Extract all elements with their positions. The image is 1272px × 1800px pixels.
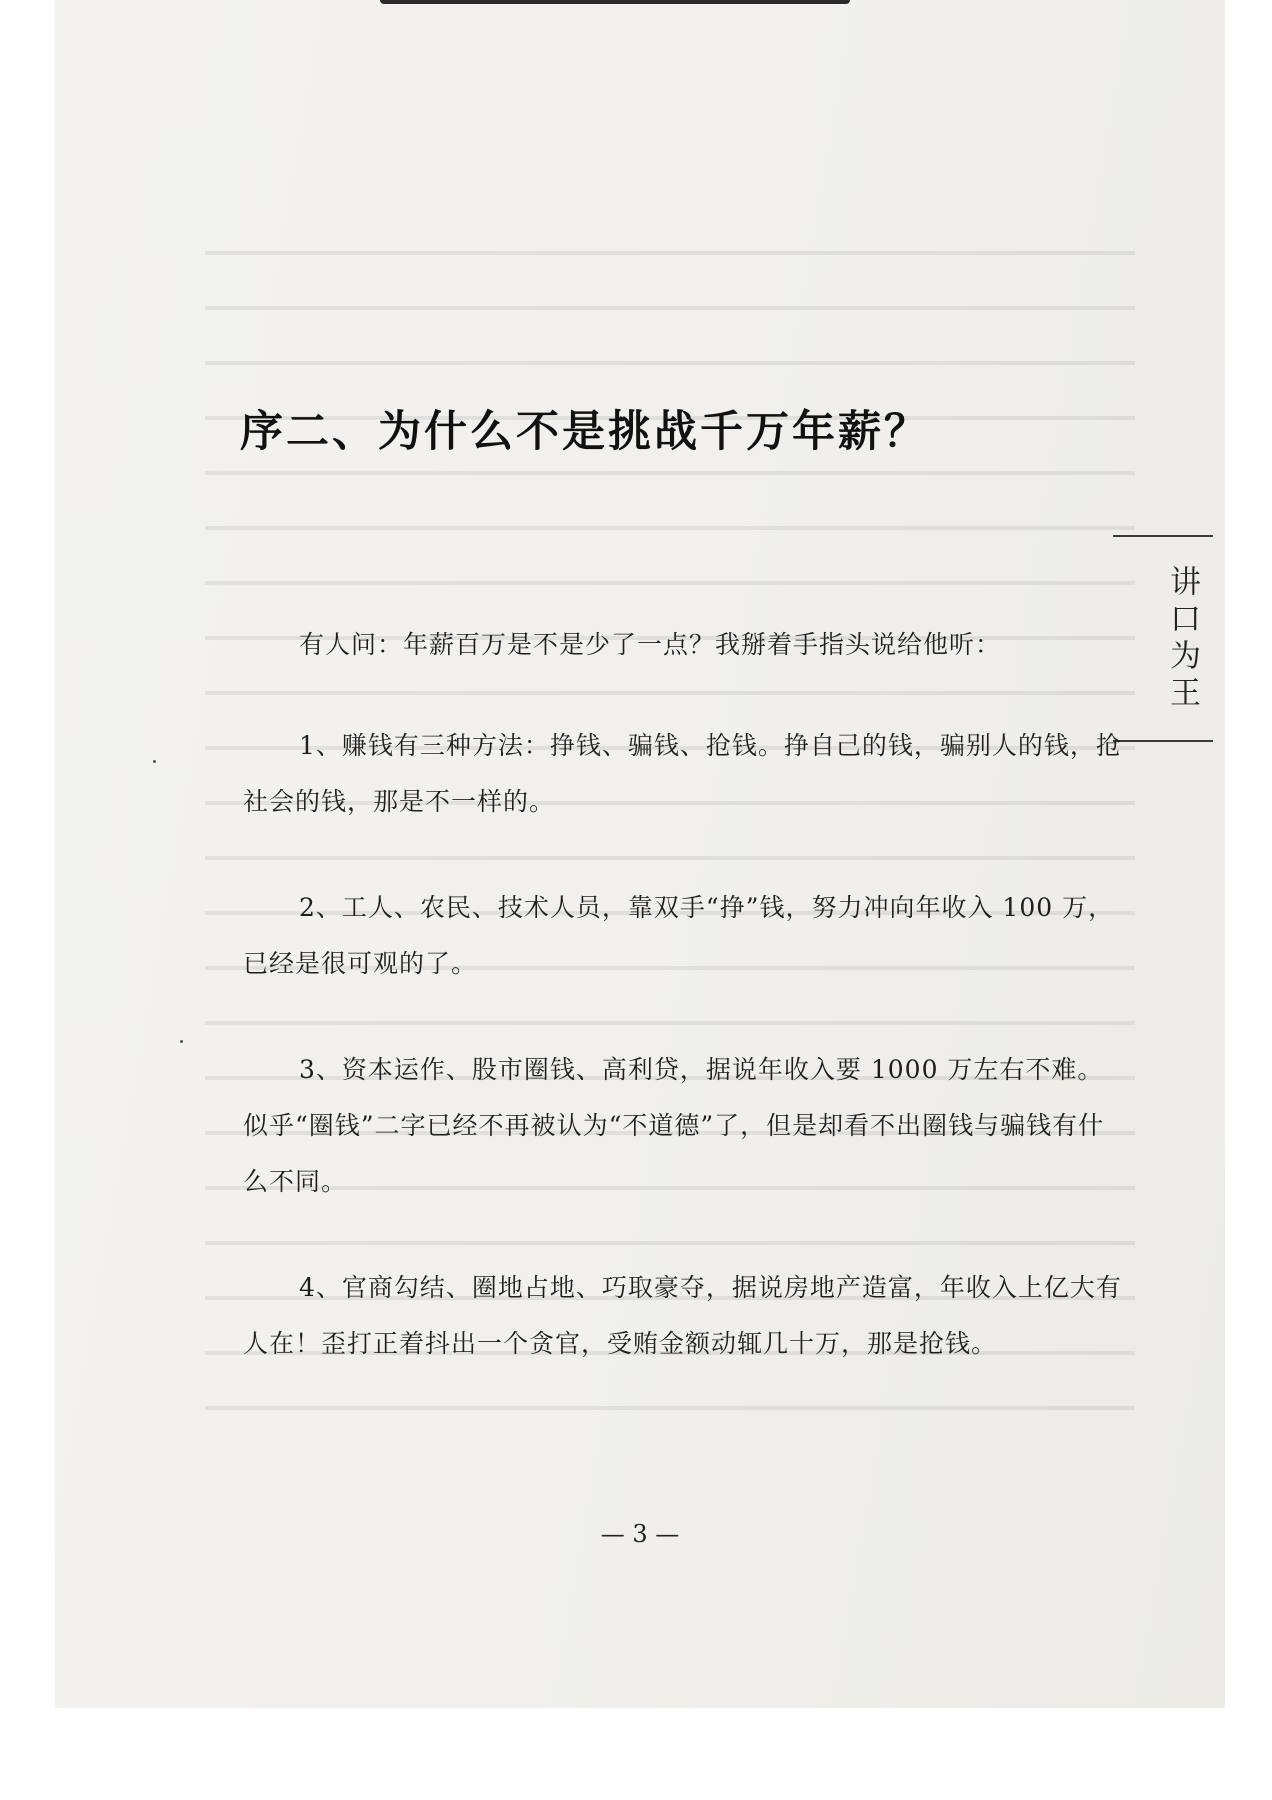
chapter-title: 序二、为什么不是挑战千万年薪？ [240,407,930,457]
paragraph-point-4: 4、官商勾结、圈地占地、巧取豪夺，据说房地产造富，年收入上亿大有人在！歪打正着抖出一个贪官，受贿金额动辄几十万，那是抢钱。 [243,1273,1122,1358]
book-page [55,0,1225,1708]
paragraph-point-1: 1、赚钱有三种方法：挣钱、骗钱、抢钱。挣自己的钱，骗别人的钱，抢社会的钱，那是不一样的。 [243,731,1122,816]
side-rule-bottom [1113,740,1213,742]
page-number: — 3 — [600,1520,680,1548]
paragraph-point-2: 2、工人、农民、技术人员，靠双手“挣”钱，努力冲向年收入 100 万，已经是很可观的了。 [243,893,1115,978]
paper-speck [153,760,156,763]
running-side-title: 讲口为王 [1164,565,1200,713]
paragraph-intro: 有人问：年薪百万是不是少了一点？我掰着手指头说给他听： [299,630,1002,659]
page-top-edge-shadow [380,0,850,4]
side-rule-top [1113,535,1213,537]
paper-speck [180,1040,183,1043]
paragraph-point-3: 3、资本运作、股市圈钱、高利贷，据说年收入要 1000 万左右不难。似乎“圈钱”二字已经不再被认为“不道德”了，但是却看不出圈钱与骗钱有什么不同。 [243,1055,1105,1196]
